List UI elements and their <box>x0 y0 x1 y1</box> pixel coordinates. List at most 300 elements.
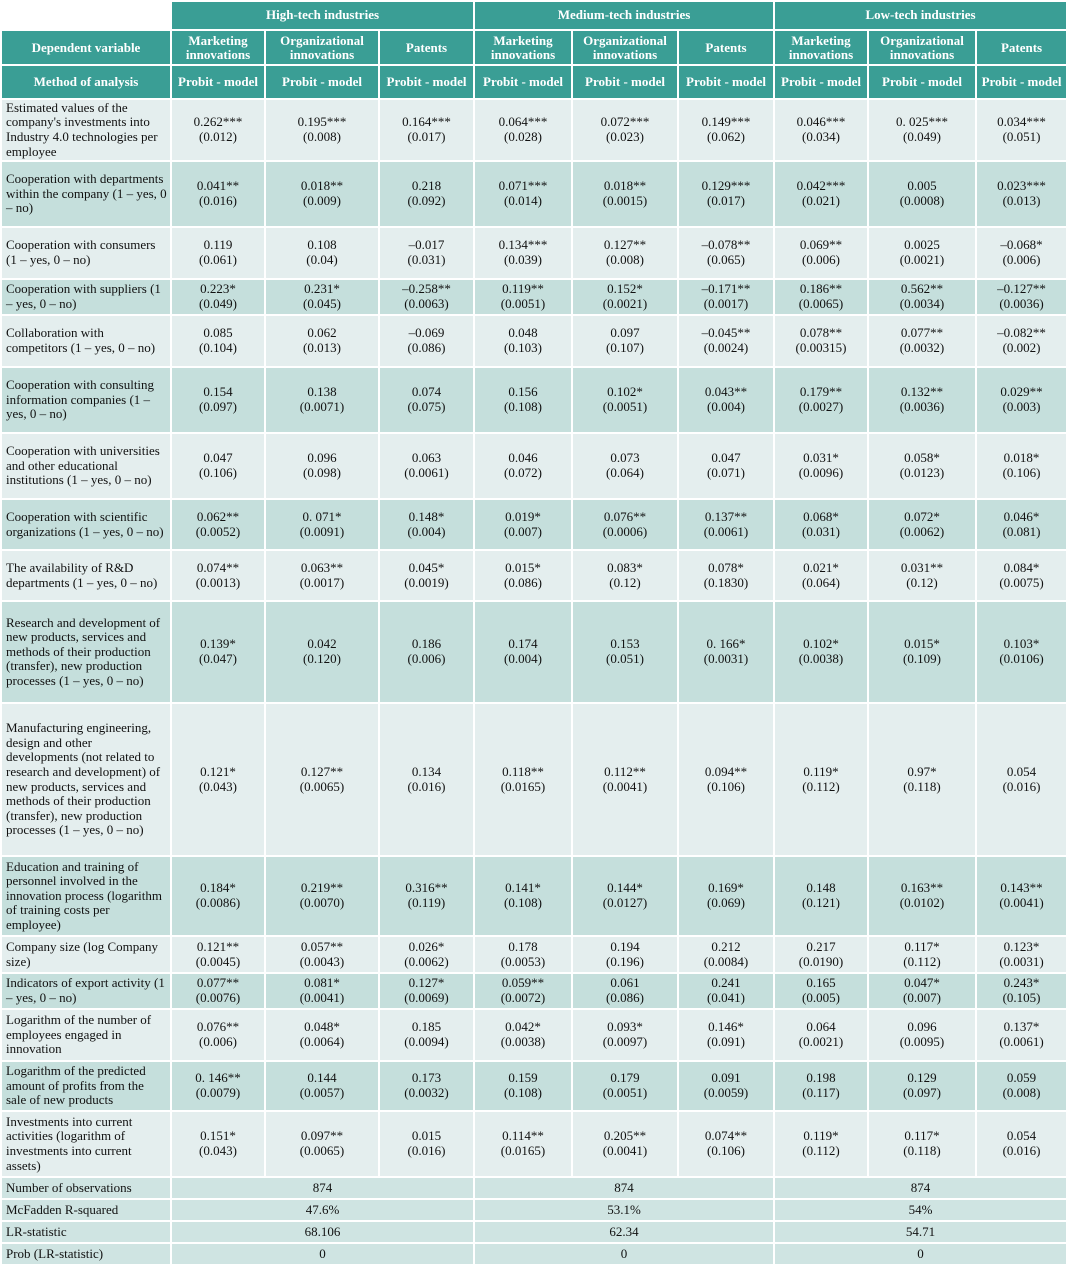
coefficient-cell <box>774 1061 868 1111</box>
coefficient-value: 0.137* <box>1003 1019 1040 1035</box>
coefficient-value: –0.078** <box>701 237 751 253</box>
coefficient-value: 0.096 <box>907 1019 937 1035</box>
coefficient-value: 0. 146** <box>195 1070 241 1086</box>
coefficient-value: 0.091 <box>711 1070 741 1086</box>
coefficient-value: 0.031* <box>803 450 839 466</box>
standard-error: (0.0091) <box>299 523 345 539</box>
coefficient-cell <box>976 499 1066 550</box>
coefficient-value: 0.231* <box>304 281 340 297</box>
standard-error: (0.0019) <box>404 574 449 590</box>
coefficient-cell <box>678 227 774 279</box>
standard-error: (0.00315) <box>795 340 847 355</box>
standard-error: (0.0027) <box>798 399 844 414</box>
coefficient-value: 0.078* <box>708 559 744 575</box>
coefficient-value: 0.081* <box>304 975 340 991</box>
coefficient-value: 0.102* <box>607 384 643 400</box>
coefficient-cell <box>572 973 678 1009</box>
coefficient-cell <box>774 601 868 703</box>
standard-error: (0.064) <box>802 574 840 590</box>
standard-error: (0.0071) <box>299 399 345 414</box>
standard-error: (0.0032) <box>899 340 945 355</box>
standard-error: (0.112) <box>903 953 941 969</box>
coefficient-cell <box>678 973 774 1009</box>
standard-error: (0.017) <box>707 193 745 208</box>
coefficient-cell <box>379 499 474 550</box>
coefficient-value: 0.219** <box>300 880 344 896</box>
standard-error: (0.013) <box>1002 193 1041 208</box>
coefficient-cell <box>379 315 474 367</box>
coefficient-cell <box>868 161 976 227</box>
coefficient-value: 0.047 <box>711 450 741 466</box>
coefficient-cell <box>265 973 379 1009</box>
table-row <box>1 315 1066 367</box>
coefficient-value: 0.316** <box>405 880 448 896</box>
coefficient-value: 0.178 <box>508 938 538 954</box>
coefficient-cell <box>379 279 474 315</box>
coefficient-value: 0.078** <box>799 325 843 341</box>
summary-value: 0 <box>171 1243 474 1265</box>
coefficient-cell <box>774 936 868 973</box>
standard-error: (0.107) <box>606 340 644 355</box>
coefficient-value: 0.163** <box>900 880 944 896</box>
table-row <box>1 99 1066 161</box>
standard-error: (0.086) <box>606 990 644 1005</box>
standard-error: (0.049) <box>903 129 941 144</box>
coefficient-value: 0.077** <box>196 975 240 991</box>
coefficient-value: 0.121** <box>196 938 240 954</box>
coefficient-value: 0.018** <box>300 178 344 194</box>
coefficient-cell <box>265 99 379 161</box>
standard-error: (0.034) <box>802 129 840 144</box>
coefficient-value: 0. 071* <box>302 508 342 524</box>
standard-error: (0.0021) <box>602 296 648 311</box>
row-label: Cooperation with consulting information companies (1 – yes, 0 – no) <box>1 367 171 433</box>
coefficient-cell <box>265 315 379 367</box>
summary-label: Prob (LR-statistic) <box>1 1243 171 1265</box>
standard-error: (0.0017) <box>299 574 345 590</box>
coefficient-value: 0.054 <box>1006 763 1037 779</box>
coefficient-cell <box>774 973 868 1009</box>
coefficient-value: 0.047 <box>203 450 233 466</box>
var-header: Marketing innovations <box>774 30 868 65</box>
var-header: Patents <box>678 30 774 65</box>
coefficient-value: –0.258** <box>402 281 451 297</box>
coefficient-value: 0.148 <box>806 880 836 896</box>
coefficient-cell <box>774 433 868 499</box>
method-header: Probit - model <box>678 65 774 99</box>
coefficient-value: 0.121* <box>200 763 236 779</box>
table-row <box>1 973 1066 1009</box>
coefficient-cell <box>265 367 379 433</box>
standard-error: (0.061) <box>199 252 237 267</box>
coefficient-value: 0.046 <box>508 450 538 466</box>
coefficient-value: 0.005 <box>907 178 937 194</box>
coefficient-cell <box>265 550 379 601</box>
standard-error: (0.021) <box>802 193 840 208</box>
method-header: Probit - model <box>868 65 976 99</box>
coefficient-value: 0.562** <box>900 281 944 297</box>
coefficient-value: 0.132** <box>900 384 944 400</box>
coefficient-value: 0.023*** <box>997 178 1046 194</box>
coefficient-value: 0.083* <box>607 559 643 575</box>
coefficient-cell <box>774 499 868 550</box>
coefficient-value: 0.217 <box>806 938 836 954</box>
coefficient-cell <box>774 1111 868 1177</box>
standard-error: (0.013) <box>303 340 341 355</box>
standard-error: (0.016) <box>407 778 446 794</box>
coefficient-value: 0.108 <box>307 237 337 253</box>
coefficient-cell <box>868 703 976 856</box>
method-row <box>1 65 1066 99</box>
table-row <box>1 433 1066 499</box>
table-row <box>1 1009 1066 1061</box>
standard-error: (0.0041) <box>299 990 345 1005</box>
standard-error: (0.105) <box>1002 990 1041 1005</box>
coefficient-cell <box>868 315 976 367</box>
coefficient-value: 0.073 <box>610 450 640 466</box>
method-header: Probit - model <box>265 65 379 99</box>
coefficient-value: 0.096 <box>307 450 337 466</box>
row-label: Logarithm of the predicted amount of profits from the sale of new products <box>1 1061 171 1111</box>
coefficient-value: 0.119* <box>803 1128 839 1144</box>
table-row <box>1 227 1066 279</box>
coefficient-value: 0.144 <box>307 1070 337 1086</box>
group-low-tech: Low-tech industries <box>774 1 1066 30</box>
coefficient-cell <box>678 703 774 856</box>
group-medium-tech: Medium-tech industries <box>474 1 774 30</box>
standard-error: (0.006) <box>199 1034 237 1049</box>
coefficient-cell <box>976 973 1066 1009</box>
summary-value: 62.34 <box>474 1221 774 1243</box>
standard-error: (0.0064) <box>299 1034 345 1049</box>
table-row <box>1 1061 1066 1111</box>
row-label: Education and training of personnel involved in the innovation process (logarithm of training costs per employee) <box>1 856 171 936</box>
standard-error: (0.051) <box>606 651 644 666</box>
table-footer <box>1 1177 1066 1265</box>
standard-error: (0.007) <box>504 523 542 539</box>
coefficient-cell <box>474 1009 572 1061</box>
coefficient-value: 0.063 <box>411 450 442 466</box>
coefficient-value: 0.159 <box>508 1070 538 1086</box>
coefficient-cell <box>868 227 976 279</box>
coefficient-cell <box>572 1009 678 1061</box>
row-label: Manufacturing engineering, design and other developments (not related to research and development) of new products, services and methods of their production (transfer), new production processes (1 – yes, 0 – no) <box>1 703 171 856</box>
table-row <box>1 936 1066 973</box>
coefficient-value: 0.119 <box>203 237 233 253</box>
coefficient-cell <box>265 1111 379 1177</box>
var-header: Patents <box>976 30 1066 65</box>
standard-error: (0.0069) <box>404 990 449 1005</box>
coefficient-cell <box>976 1061 1066 1111</box>
standard-error: (0.12) <box>609 574 641 590</box>
coefficient-cell <box>171 433 265 499</box>
coefficient-cell <box>774 367 868 433</box>
standard-error: (0.104) <box>199 340 237 355</box>
standard-error: (0.006) <box>802 252 840 267</box>
summary-value: 68.106 <box>171 1221 474 1243</box>
table-row <box>1 367 1066 433</box>
coefficient-cell <box>474 936 572 973</box>
standard-error: (0.0070) <box>299 895 345 910</box>
coefficient-value: 0.123* <box>1003 938 1040 954</box>
coefficient-value: 0.019* <box>505 508 541 524</box>
standard-error: (0.012) <box>199 129 237 144</box>
standard-error: (0.0017) <box>703 296 749 311</box>
coefficient-cell <box>678 1061 774 1111</box>
standard-error: (0.0094) <box>404 1034 449 1049</box>
standard-error: (0.0032) <box>404 1085 449 1100</box>
row-label: Estimated values of the company's investments into Industry 4.0 technologies per employee <box>1 99 171 161</box>
coefficient-cell <box>379 161 474 227</box>
coefficient-cell <box>868 279 976 315</box>
coefficient-value: 0.064 <box>806 1019 836 1035</box>
standard-error: (0.0013) <box>195 574 241 590</box>
coefficient-value: 0.129*** <box>701 178 751 194</box>
coefficient-value: 0.018* <box>1003 450 1040 466</box>
standard-error: (0.006) <box>1002 252 1041 267</box>
coefficient-value: 0.139* <box>200 636 236 652</box>
industry-group-row <box>1 1 1066 30</box>
summary-label: McFadden R-squared <box>1 1199 171 1221</box>
standard-error: (0.0061) <box>404 465 449 480</box>
coefficient-cell <box>774 315 868 367</box>
coefficient-cell <box>265 227 379 279</box>
var-header: Organizational innovations <box>265 30 379 65</box>
coefficient-value: 0.127* <box>408 975 445 991</box>
standard-error: (0.0031) <box>703 651 749 666</box>
summary-value: 0 <box>774 1243 1066 1265</box>
standard-error: (0.0086) <box>195 895 241 910</box>
row-label: Collaboration with competitors (1 – yes, 0 – no) <box>1 315 171 367</box>
coefficient-cell <box>171 1061 265 1111</box>
coefficient-cell <box>474 161 572 227</box>
coefficient-cell <box>171 161 265 227</box>
table-row <box>1 856 1066 936</box>
standard-error: (0.064) <box>606 465 644 480</box>
coefficient-cell <box>474 703 572 856</box>
coefficient-value: 0.072*** <box>600 114 650 130</box>
row-label: Indicators of export activity (1 – yes, 0 – no) <box>1 973 171 1009</box>
standard-error: (0.0096) <box>798 465 844 480</box>
method-header: Probit - model <box>474 65 572 99</box>
table-row <box>1 161 1066 227</box>
standard-error: (0.04) <box>306 252 338 267</box>
coefficient-value: 0.015* <box>505 559 541 575</box>
standard-error: (0.016) <box>199 193 237 208</box>
coefficient-value: –0.082** <box>997 325 1046 341</box>
coefficient-cell <box>379 936 474 973</box>
coefficient-value: 0.058* <box>904 450 940 466</box>
coefficient-cell <box>379 367 474 433</box>
standard-error: (0.0165) <box>500 778 546 794</box>
table-row <box>1 1111 1066 1177</box>
standard-error: (0.0045) <box>195 953 241 969</box>
standard-error: (0.005) <box>802 990 840 1005</box>
standard-error: (0.023) <box>606 129 644 144</box>
coefficient-value: 0.076** <box>603 508 647 524</box>
standard-error: (0.103) <box>504 340 542 355</box>
standard-error: (0.121) <box>802 895 840 910</box>
coefficient-value: 0.077** <box>900 325 944 341</box>
coefficient-cell <box>265 936 379 973</box>
coefficient-value: 0.173 <box>411 1070 442 1086</box>
coefficient-cell <box>976 856 1066 936</box>
coefficient-value: 0.169* <box>708 880 744 896</box>
standard-error: (0.0061) <box>999 1034 1044 1049</box>
standard-error: (0.0065) <box>798 296 844 311</box>
coefficient-cell <box>976 367 1066 433</box>
standard-error: (0.016) <box>1002 1143 1041 1158</box>
standard-error: (0.0079) <box>195 1085 241 1100</box>
coefficient-value: 0.112** <box>604 763 646 779</box>
coefficient-value: 0.026* <box>408 938 445 954</box>
coefficient-cell <box>171 279 265 315</box>
coefficient-cell <box>572 1061 678 1111</box>
standard-error: (0.0059) <box>703 1085 749 1100</box>
coefficient-cell <box>678 499 774 550</box>
coefficient-value: 0. 025*** <box>896 114 949 130</box>
var-header: Organizational innovations <box>572 30 678 65</box>
method-header: Probit - model <box>774 65 868 99</box>
standard-error: (0.004) <box>407 523 446 539</box>
coefficient-value: 0.015 <box>411 1128 442 1144</box>
coefficient-cell <box>379 550 474 601</box>
standard-error: (0.0061) <box>703 523 749 539</box>
table-row <box>1 499 1066 550</box>
coefficient-cell <box>474 227 572 279</box>
coefficient-cell <box>868 1009 976 1061</box>
coefficient-value: 0.119** <box>502 281 544 297</box>
coefficient-value: 0.152* <box>607 281 643 297</box>
coefficient-value: 0.179 <box>610 1070 640 1086</box>
coefficient-cell <box>774 279 868 315</box>
summary-value: 53.1% <box>474 1199 774 1221</box>
standard-error: (0.004) <box>504 651 542 666</box>
row-label: Cooperation with consumers (1 – yes, 0 – no) <box>1 227 171 279</box>
standard-error: (0.031) <box>802 523 840 539</box>
table-row <box>1 703 1066 856</box>
table-row <box>1 601 1066 703</box>
coefficient-cell <box>474 1061 572 1111</box>
coefficient-value: 0.097** <box>300 1128 344 1144</box>
coefficient-cell <box>171 99 265 161</box>
coefficient-cell <box>572 499 678 550</box>
var-header: Patents <box>379 30 474 65</box>
coefficient-value: 0.068* <box>803 508 839 524</box>
table-row <box>1 279 1066 315</box>
standard-error: (0.031) <box>407 252 446 267</box>
coefficient-cell <box>774 161 868 227</box>
standard-error: (0.0063) <box>404 296 449 311</box>
coefficient-cell <box>171 367 265 433</box>
coefficient-cell <box>572 856 678 936</box>
standard-error: (0.12) <box>906 574 938 590</box>
coefficient-cell <box>379 1009 474 1061</box>
standard-error: (0.112) <box>802 1143 840 1158</box>
standard-error: (0.002) <box>1002 340 1041 355</box>
method-header: Probit - model <box>976 65 1066 99</box>
coefficient-cell <box>265 856 379 936</box>
coefficient-value: 0.143** <box>1000 880 1043 896</box>
coefficient-cell <box>171 550 265 601</box>
coefficient-value: 0.0025 <box>904 237 940 253</box>
standard-error: (0.049) <box>199 296 237 311</box>
coefficient-cell <box>379 433 474 499</box>
coefficient-value: 0.015* <box>904 636 940 652</box>
standard-error: (0.119) <box>407 895 446 910</box>
coefficient-cell <box>678 550 774 601</box>
summary-value: 54% <box>774 1199 1066 1221</box>
standard-error: (0.0036) <box>899 399 945 414</box>
standard-error: (0.069) <box>707 895 745 910</box>
standard-error: (0.0075) <box>999 574 1044 590</box>
standard-error: (0.041) <box>707 990 745 1005</box>
coefficient-value: 0.059 <box>1006 1070 1037 1086</box>
standard-error: (0.0057) <box>299 1085 345 1100</box>
coefficient-value: 0.021* <box>803 559 839 575</box>
standard-error: (0.0102) <box>899 895 945 910</box>
coefficient-cell <box>379 1061 474 1111</box>
coefficient-cell <box>265 1061 379 1111</box>
coefficient-value: 0.134 <box>411 763 442 779</box>
coefficient-cell <box>774 227 868 279</box>
coefficient-cell <box>171 315 265 367</box>
standard-error: (0.045) <box>303 296 341 311</box>
coefficient-value: –0.045** <box>701 325 751 341</box>
standard-error: (0.0031) <box>999 953 1044 969</box>
coefficient-value: 0.205** <box>603 1128 647 1144</box>
coefficient-value: 0.243* <box>1003 975 1040 991</box>
standard-error: (0.0106) <box>999 651 1044 666</box>
standard-error: (0.0021) <box>899 252 945 267</box>
standard-error: (0.039) <box>504 252 542 267</box>
method-label: Method of analysis <box>1 65 171 99</box>
coefficient-cell <box>171 703 265 856</box>
standard-error: (0.0006) <box>602 523 648 539</box>
standard-error: (0.0041) <box>602 1143 648 1158</box>
standard-error: (0.106) <box>1002 465 1041 480</box>
coefficient-cell <box>474 99 572 161</box>
coefficient-value: 0.103* <box>1003 636 1040 652</box>
standard-error: (0.108) <box>504 399 542 414</box>
coefficient-cell <box>868 433 976 499</box>
coefficient-cell <box>474 433 572 499</box>
standard-error: (0.0015) <box>602 193 648 208</box>
coefficient-cell <box>379 227 474 279</box>
coefficient-cell <box>976 601 1066 703</box>
coefficient-value: 0.071*** <box>498 178 548 194</box>
coefficient-value: 0.186** <box>799 281 843 297</box>
coefficient-cell <box>572 703 678 856</box>
standard-error: (0.081) <box>1002 523 1041 539</box>
coefficient-cell <box>976 315 1066 367</box>
coefficient-cell <box>868 1061 976 1111</box>
table-body <box>1 99 1066 1177</box>
coefficient-cell <box>265 1009 379 1061</box>
coefficient-value: 0.064*** <box>498 114 548 130</box>
standard-error: (0.0084) <box>703 953 749 969</box>
standard-error: (0.0165) <box>500 1143 546 1158</box>
coefficient-value: 0.074** <box>704 1128 748 1144</box>
standard-error: (0.106) <box>707 1143 745 1158</box>
coefficient-value: 0.97* <box>907 763 937 779</box>
standard-error: (0.008) <box>1002 1085 1041 1100</box>
var-header: Organizational innovations <box>868 30 976 65</box>
coefficient-cell <box>474 550 572 601</box>
coefficient-cell <box>265 601 379 703</box>
coefficient-value: 0.085 <box>203 325 233 341</box>
coefficient-value: 0.165 <box>806 975 836 991</box>
